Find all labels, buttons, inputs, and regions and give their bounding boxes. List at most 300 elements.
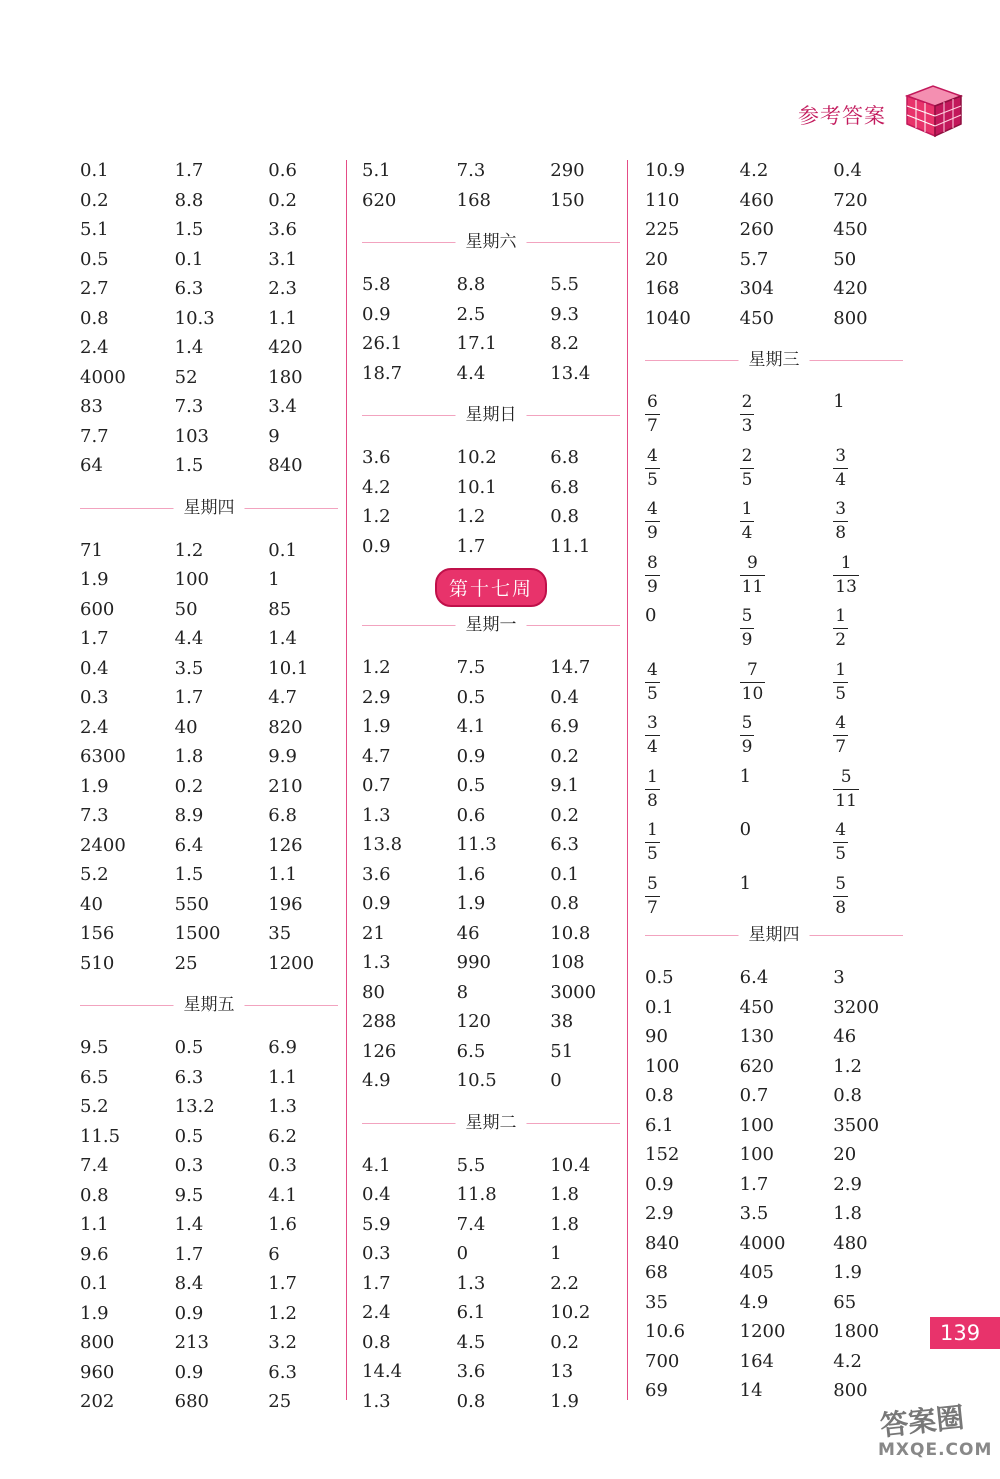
fraction-bar — [833, 842, 848, 843]
numerator: 1 — [647, 766, 658, 787]
answer-value: 2.5 — [456, 303, 486, 325]
answer-value: 7.4 — [80, 1155, 109, 1176]
answer-row — [645, 304, 903, 334]
fraction-bar — [645, 468, 660, 469]
answer-value: 8.8 — [456, 274, 486, 295]
answer-value: 3.6 — [456, 1361, 486, 1382]
answer-value: 9.5 — [80, 1037, 109, 1058]
answer-row — [362, 270, 620, 300]
denominator: 11 — [741, 576, 764, 597]
answer-value: 10.5 — [456, 1070, 497, 1091]
answer-value: 11.3 — [456, 834, 497, 855]
answer-value: 46 — [833, 1026, 857, 1047]
answer-value: 290 — [550, 160, 585, 181]
answer-row — [645, 274, 903, 304]
week-label: 第十七周 — [435, 568, 547, 607]
answer-value: 4.4 — [456, 362, 486, 384]
numerator: 5 — [835, 873, 847, 894]
numerator: 4 — [835, 713, 847, 733]
answer-value: 1 — [833, 391, 845, 412]
answer-value: 120 — [456, 1011, 491, 1032]
section-header — [362, 215, 620, 270]
watermark-url: MXQE.COM — [878, 1440, 993, 1460]
answer-value: 46 — [456, 922, 480, 944]
answer-value: 10.4 — [550, 1154, 591, 1176]
numerator: 2 — [741, 392, 753, 412]
answer-value: 1.4 — [174, 337, 204, 358]
header-title: 参考答案 — [798, 104, 886, 128]
answer-value: 126 — [362, 1040, 397, 1062]
denominator: 4 — [647, 737, 658, 757]
fraction — [645, 715, 660, 756]
fraction-answer — [645, 442, 740, 489]
numerator: 6 — [647, 392, 658, 412]
numerator: 3 — [835, 499, 847, 519]
answer-value: 10.2 — [456, 447, 497, 468]
answer-row — [80, 595, 338, 625]
section-label: 星期一 — [456, 611, 527, 639]
fraction-answer — [740, 602, 834, 649]
fraction-bar — [833, 628, 848, 629]
answer-value: 71 — [80, 539, 103, 561]
answer-value: 0 — [456, 1243, 469, 1264]
answer-value: 0.2 — [268, 189, 297, 211]
answer-value: 1.9 — [362, 716, 391, 737]
answer-value: 51 — [550, 1040, 574, 1062]
answer-value: 0.4 — [833, 160, 862, 181]
answer-value: 800 — [80, 1332, 115, 1353]
answer-row — [645, 549, 903, 603]
answer-row — [645, 1199, 903, 1229]
answer-value: 68 — [645, 1262, 668, 1283]
answer-row — [80, 451, 338, 481]
answer-block — [80, 156, 338, 481]
answer-value: 3.6 — [268, 219, 297, 240]
answer-row — [80, 1063, 338, 1093]
answer-value: 1.1 — [80, 1214, 109, 1235]
fraction-bar — [645, 789, 660, 790]
answer-row — [645, 1288, 903, 1318]
answer-row — [362, 1180, 620, 1210]
fraction-answer — [833, 442, 903, 489]
answer-value: 10.9 — [645, 160, 686, 181]
answer-row — [80, 1181, 338, 1211]
answer-column-1 — [80, 156, 338, 1417]
answer-value: 2.9 — [833, 1173, 862, 1195]
answer-value: 6.9 — [268, 1037, 297, 1058]
answer-value: 0.2 — [80, 189, 109, 211]
answer-value: 9.6 — [80, 1243, 109, 1265]
answer-value: 0.8 — [456, 1390, 486, 1412]
answer-value: 100 — [739, 1144, 774, 1165]
answer-value: 1.1 — [268, 864, 297, 885]
answer-row — [80, 536, 338, 566]
answer-value: 25 — [268, 1391, 292, 1412]
answer-block — [362, 156, 620, 215]
answer-row — [80, 1328, 338, 1358]
answer-value: 4.9 — [362, 1070, 391, 1091]
fraction-answer — [833, 656, 903, 703]
answer-value: 840 — [645, 1232, 680, 1254]
denominator: 5 — [741, 469, 753, 490]
answer-value: 17.1 — [456, 333, 497, 354]
denominator: 8 — [835, 523, 847, 543]
answer-row — [362, 473, 620, 503]
answer-value: 1.5 — [174, 864, 204, 885]
answer-value: 5.5 — [456, 1154, 486, 1176]
section-label: 星期四 — [739, 921, 810, 949]
answer-value: 18.7 — [362, 362, 403, 384]
answer-value: 450 — [833, 219, 868, 240]
answer-value: 90 — [645, 1026, 668, 1047]
answer-value: 1.3 — [456, 1272, 486, 1294]
answer-row — [80, 654, 338, 684]
answer-value: 6.3 — [550, 834, 579, 855]
answer-value: 0.4 — [362, 1184, 391, 1205]
answer-value: 3.2 — [268, 1332, 297, 1353]
answer-value: 0.5 — [456, 775, 486, 796]
answer-row — [645, 1081, 903, 1111]
fraction-bar — [740, 468, 755, 469]
answer-value: 3.5 — [174, 657, 204, 679]
answer-value: 460 — [739, 189, 774, 211]
answer-row — [645, 215, 903, 245]
answer-value: 0.7 — [362, 775, 391, 796]
answer-value: 9.9 — [268, 746, 297, 767]
fraction-bar — [740, 414, 755, 415]
fraction-bar — [833, 575, 859, 576]
answer-value: 820 — [268, 716, 303, 738]
answer-value: 450 — [739, 996, 774, 1018]
fraction-answer — [645, 763, 740, 810]
answer-value: 130 — [739, 1026, 774, 1047]
denominator: 9 — [647, 576, 658, 597]
answer-value: 3200 — [833, 996, 880, 1018]
answer-row — [645, 816, 903, 870]
answer-value: 1.3 — [268, 1096, 297, 1117]
numerator: 4 — [835, 820, 847, 840]
answer-row — [362, 1357, 620, 1387]
answer-row — [80, 1092, 338, 1122]
answer-value: 480 — [833, 1232, 868, 1254]
answer-value: 4.9 — [739, 1291, 769, 1313]
section-header — [362, 613, 620, 653]
answer-value: 6 — [268, 1243, 280, 1265]
answer-value: 6.8 — [268, 805, 297, 826]
fraction-bar — [740, 575, 766, 576]
fraction-bar — [740, 628, 755, 629]
answer-value: 600 — [80, 598, 115, 620]
answer-value: 405 — [739, 1262, 774, 1283]
fraction-answer — [740, 709, 834, 756]
answer-row — [362, 1328, 620, 1358]
answer-block — [362, 1151, 620, 1417]
answer-row — [645, 245, 903, 275]
answer-value: 126 — [268, 834, 303, 856]
numerator: 3 — [647, 713, 658, 733]
fraction — [645, 445, 660, 490]
answer-row — [80, 333, 338, 363]
answer-value: 2400 — [80, 834, 126, 856]
answer-row — [80, 1358, 338, 1388]
answer-block — [80, 536, 338, 979]
answer-value: 3.6 — [362, 863, 391, 885]
answer-value: 85 — [268, 598, 292, 620]
answer-row — [362, 919, 620, 949]
answer-value: 26.1 — [362, 333, 403, 354]
answer-row — [80, 186, 338, 216]
fraction — [740, 394, 755, 435]
cube-logo-icon — [903, 82, 965, 140]
answer-value: 14.4 — [362, 1361, 403, 1382]
answer-row — [362, 532, 620, 562]
answer-row — [80, 890, 338, 920]
denominator: 9 — [741, 737, 753, 757]
answer-value: 1.7 — [174, 160, 204, 181]
fraction — [645, 501, 660, 542]
answer-value: 11.1 — [550, 535, 591, 557]
numerator: 5 — [741, 606, 753, 626]
section-header — [645, 923, 903, 963]
answer-value: 1.2 — [833, 1055, 862, 1077]
answer-value: 108 — [550, 952, 585, 973]
answer-value: 2.7 — [80, 278, 109, 299]
answer-value: 0.5 — [456, 686, 486, 708]
answer-row — [80, 1210, 338, 1240]
answer-value: 288 — [362, 1011, 397, 1032]
section-header — [80, 978, 338, 1033]
answer-value: 1.8 — [550, 1213, 579, 1235]
answer-value: 100 — [739, 1114, 774, 1136]
answer-row — [645, 993, 903, 1023]
answer-value: 1.9 — [80, 569, 109, 590]
fraction — [645, 766, 660, 811]
answer-row — [362, 359, 620, 389]
fraction-bar — [740, 521, 755, 522]
answer-value: 7.5 — [456, 657, 486, 678]
answer-value: 720 — [833, 189, 868, 211]
answer-row — [362, 653, 620, 683]
answer-value: 0 — [550, 1070, 562, 1091]
answer-value: 40 — [80, 893, 103, 915]
answer-value: 0.1 — [268, 539, 297, 561]
answer-row — [362, 830, 620, 860]
answer-value: 3.1 — [268, 248, 297, 270]
answer-value: 0.1 — [645, 996, 674, 1018]
answer-value: 2.3 — [268, 278, 297, 299]
answer-value: 0.4 — [550, 686, 579, 708]
answer-row — [645, 186, 903, 216]
answer-value: 0.8 — [833, 1085, 862, 1106]
answer-row — [645, 1140, 903, 1170]
answer-value: 38 — [550, 1011, 574, 1032]
answer-block — [645, 963, 903, 1406]
answer-value: 1.9 — [80, 775, 109, 797]
answer-value: 21 — [362, 922, 385, 944]
answer-row — [362, 1037, 620, 1067]
fraction-bar — [645, 896, 660, 897]
answer-value: 0.2 — [174, 775, 204, 797]
answer-value: 35 — [645, 1291, 668, 1313]
answer-row — [80, 949, 338, 979]
column-divider — [346, 160, 347, 1400]
answer-value: 6.5 — [456, 1040, 486, 1062]
answer-value: 1.7 — [174, 1243, 204, 1265]
answer-value: 5.5 — [550, 274, 579, 295]
denominator: 5 — [835, 683, 847, 704]
fraction-answer — [833, 870, 903, 917]
answer-value: 0.9 — [456, 745, 486, 767]
answer-value: 3 — [833, 967, 845, 988]
answer-value: 13.2 — [174, 1096, 215, 1117]
denominator: 8 — [835, 897, 847, 918]
answer-value: 4.2 — [362, 476, 391, 498]
fraction-answer — [833, 709, 903, 756]
answer-value: 2.4 — [80, 337, 109, 358]
numerator: 1 — [647, 820, 658, 840]
answer-value: 6300 — [80, 746, 126, 767]
answer-value: 69 — [645, 1380, 668, 1401]
answer-value: 620 — [362, 189, 397, 211]
answer-row — [362, 1210, 620, 1240]
answer-value: 1.9 — [833, 1262, 862, 1283]
answer-row — [80, 565, 338, 595]
denominator: 9 — [647, 523, 658, 543]
answer-value: 225 — [645, 219, 680, 240]
answer-value: 0.2 — [550, 745, 579, 767]
answer-row — [645, 442, 903, 496]
answer-value: 1.7 — [80, 628, 109, 649]
numerator: 4 — [647, 499, 658, 519]
denominator: 2 — [835, 630, 847, 650]
fraction-answer — [645, 549, 740, 596]
answer-value: 0.1 — [174, 248, 204, 270]
answer-value: 0.5 — [174, 1037, 204, 1058]
fraction-bar — [833, 735, 848, 736]
answer-value: 5.9 — [362, 1213, 391, 1235]
fraction — [833, 552, 859, 597]
answer-value: 4.5 — [456, 1331, 486, 1353]
answer-value: 1 — [739, 765, 752, 787]
answer-value: 1.2 — [362, 657, 391, 678]
answer-value: 11.8 — [456, 1184, 497, 1205]
answer-value: 0 — [739, 819, 752, 840]
answer-row — [645, 602, 903, 656]
answer-value: 1.1 — [268, 1066, 297, 1088]
answer-value: 4.4 — [174, 628, 204, 649]
answer-value: 2.4 — [362, 1302, 391, 1323]
numerator: 5 — [840, 766, 852, 787]
answer-value: 13.8 — [362, 834, 403, 855]
answer-value: 14 — [739, 1380, 763, 1401]
numerator: 1 — [835, 659, 847, 680]
answer-row — [80, 801, 338, 831]
answer-row — [645, 709, 903, 763]
answer-value: 0.3 — [268, 1155, 297, 1176]
denominator: 7 — [647, 416, 658, 436]
fraction — [645, 822, 660, 863]
answer-value: 80 — [362, 981, 385, 1003]
answer-value: 1.7 — [739, 1173, 769, 1195]
answer-value: 35 — [268, 923, 292, 944]
fraction-bar — [833, 521, 848, 522]
fraction-bar — [740, 735, 755, 736]
answer-value: 0.7 — [739, 1085, 769, 1106]
answer-row — [362, 329, 620, 359]
fraction-bar — [645, 735, 660, 736]
answer-value: 7.7 — [80, 425, 109, 447]
answer-value: 6.4 — [174, 834, 204, 856]
answer-column-3 — [645, 156, 903, 1406]
answer-value: 0.1 — [550, 863, 579, 885]
answer-value: 260 — [739, 219, 774, 240]
denominator: 7 — [835, 737, 847, 757]
numerator: 7 — [747, 659, 758, 680]
fraction — [645, 659, 660, 704]
answer-value: 150 — [550, 189, 585, 211]
answer-row — [80, 831, 338, 861]
fraction-answer — [740, 442, 834, 489]
answer-value: 0.9 — [362, 303, 391, 325]
answer-block — [80, 1033, 338, 1417]
denominator: 11 — [835, 790, 857, 811]
fraction — [645, 394, 660, 435]
answer-value: 156 — [80, 923, 115, 944]
answer-row — [362, 683, 620, 713]
answer-value: 14.7 — [550, 657, 591, 678]
answer-row — [362, 860, 620, 890]
denominator: 10 — [741, 683, 764, 704]
answer-value: 420 — [268, 337, 303, 358]
answer-row — [80, 392, 338, 422]
answer-value: 4.2 — [833, 1350, 862, 1372]
answer-value: 1.9 — [456, 893, 486, 914]
answer-value: 0.6 — [268, 160, 297, 181]
answer-value: 510 — [80, 952, 115, 974]
fraction-answer — [833, 549, 903, 596]
answer-value: 4.1 — [456, 716, 486, 737]
answer-value: 6.2 — [268, 1125, 297, 1147]
answer-value: 3000 — [550, 981, 597, 1003]
answer-value: 990 — [456, 952, 491, 973]
answer-value: 700 — [645, 1350, 680, 1372]
answer-row — [645, 1170, 903, 1200]
answer-row — [645, 763, 903, 817]
answer-value: 6.4 — [739, 967, 769, 988]
answer-value: 210 — [268, 775, 303, 797]
answer-value: 0.6 — [456, 804, 486, 826]
answer-value: 304 — [739, 278, 774, 299]
answer-row — [80, 274, 338, 304]
answer-value: 0.8 — [80, 1184, 109, 1206]
fraction-answer — [645, 388, 740, 435]
answer-value: 100 — [174, 569, 209, 590]
answer-row — [362, 1066, 620, 1096]
answer-row — [645, 156, 903, 186]
answer-value: 2.9 — [362, 686, 391, 708]
answer-row — [645, 495, 903, 549]
answer-row — [362, 948, 620, 978]
answer-value: 1.9 — [80, 1302, 109, 1324]
answer-value: 1.5 — [174, 219, 204, 240]
answer-value: 8.9 — [174, 805, 204, 826]
answer-value: 0.9 — [174, 1302, 204, 1324]
week-badge — [362, 561, 620, 613]
answer-column-2 — [362, 156, 620, 1416]
fraction — [740, 501, 755, 542]
answer-value: 1.2 — [174, 539, 204, 561]
answer-row — [362, 978, 620, 1008]
